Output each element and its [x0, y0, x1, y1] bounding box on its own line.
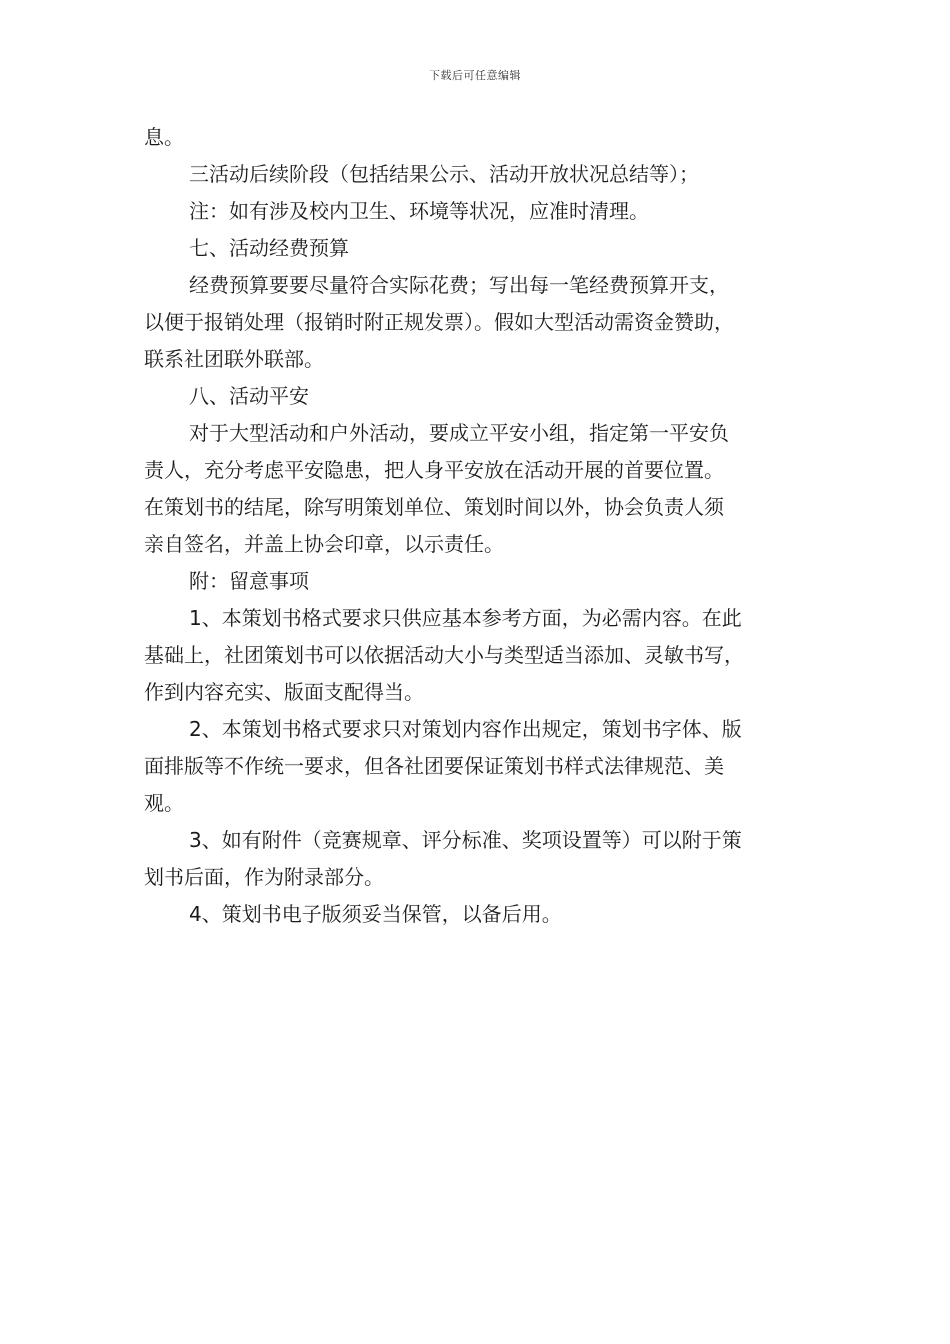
text-line: 2、本策划书格式要求只对策划内容作出规定，策划书字体、版: [189, 717, 742, 741]
text-line: 经费预算要要尽量符合实际花费；写出每一笔经费预算开支，: [189, 273, 729, 297]
text-line: 注：如有涉及校内卫生、环境等状况，应准时清理。: [189, 199, 649, 223]
text-line: 责人，充分考虑平安隐患，把人身平安放在活动开展的首要位置。: [144, 458, 724, 482]
text-line: 在策划书的结尾，除写明策划单位、策划时间以外，协会负责人须: [144, 495, 724, 519]
text-line: 1、本策划书格式要求只供应基本参考方面，为必需内容。在此: [189, 606, 742, 630]
text-line: 划书后面，作为附录部分。: [144, 865, 384, 889]
document-body: [144, 119, 808, 933]
text-line: 息。: [144, 125, 184, 149]
text-line: 观。: [144, 791, 184, 815]
text-line: 3、如有附件（竞赛规章、评分标准、奖项设置等）可以附于策: [189, 828, 742, 852]
text-line: 作到内容充实、版面支配得当。: [144, 680, 424, 704]
text-line: 亲自签名，并盖上协会印章，以示责任。: [144, 532, 504, 556]
text-line: 基础上，社团策划书可以依据活动大小与类型适当添加、灵敏书写，: [144, 643, 744, 667]
section-heading: 八、活动平安: [189, 384, 309, 408]
section-heading: 七、活动经费预算: [189, 236, 349, 260]
text-line: 面排版等不作统一要求，但各社团要保证策划书样式法律规范、美: [144, 754, 724, 778]
text-line: 以便于报销处理（报销时附正规发票）。假如大型活动需资金赞助，: [144, 310, 734, 334]
text-line: 联系社团联外联部。: [144, 347, 324, 371]
text-line: 对于大型活动和户外活动，要成立平安小组，指定第一平安负: [189, 421, 729, 445]
text-line: 4、策划书电子版须妥当保管，以备后用。: [189, 902, 562, 926]
page-header: 下载后可任意编辑: [429, 69, 521, 82]
section-heading: 附：留意事项: [189, 569, 309, 593]
text-line: 三活动后续阶段（包括结果公示、活动开放状况总结等）；: [189, 162, 699, 186]
